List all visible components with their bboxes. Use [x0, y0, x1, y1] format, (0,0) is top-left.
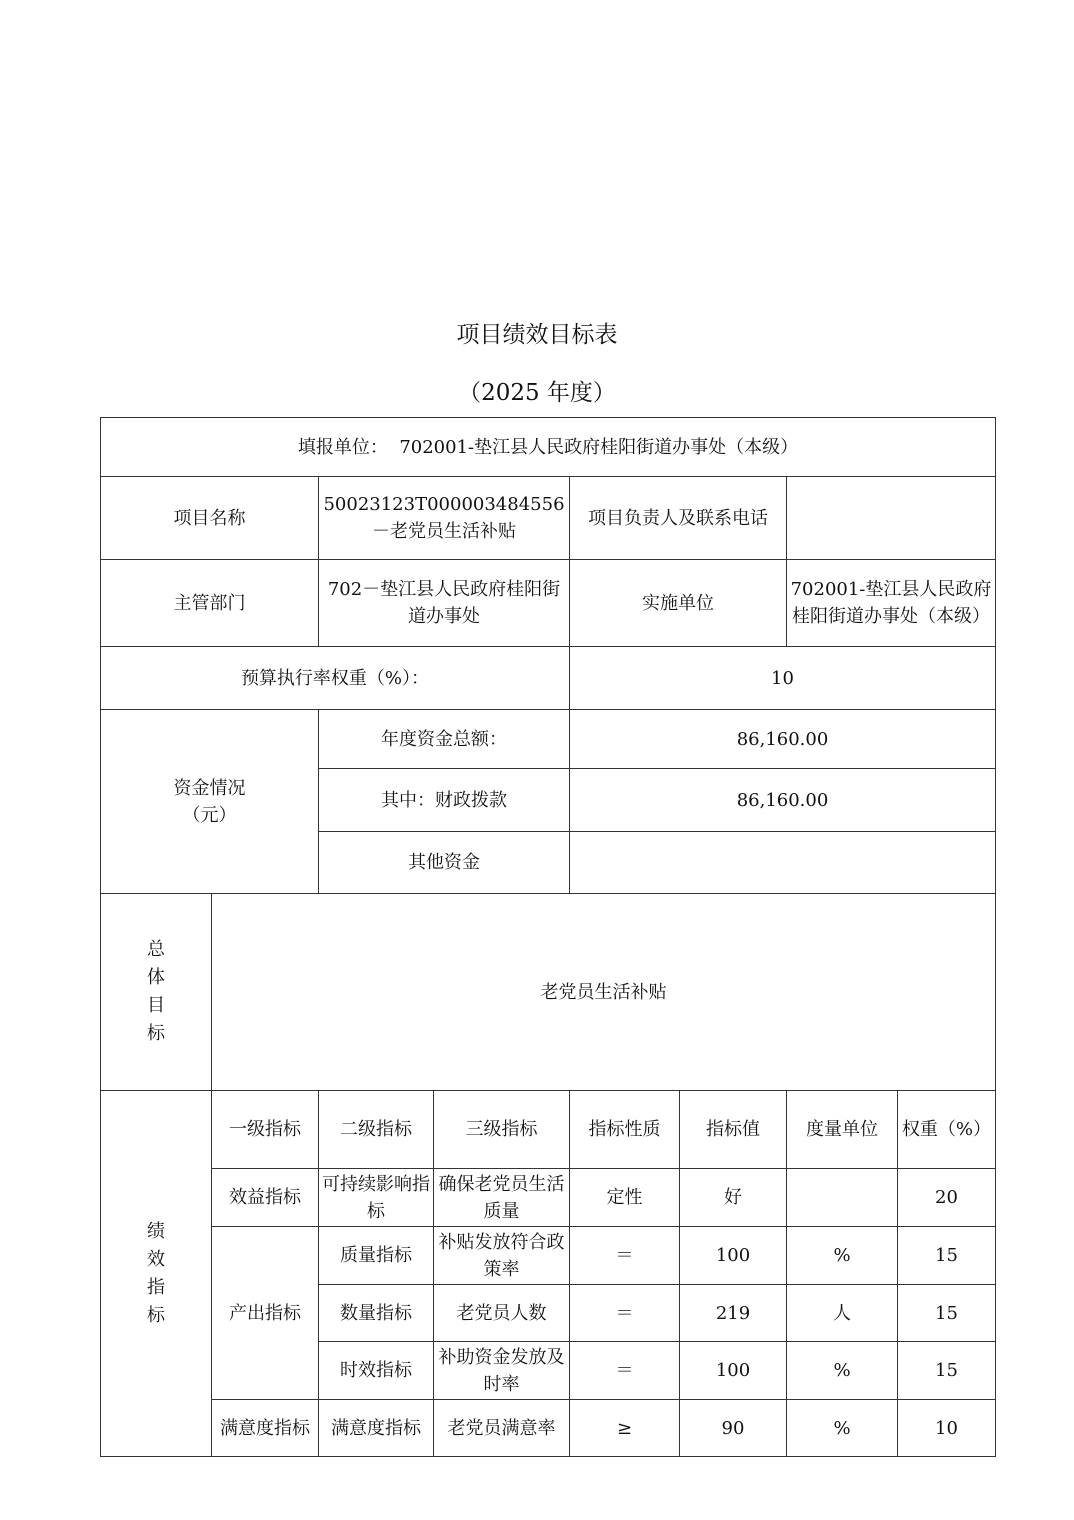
- row-l1: 产出指标: [212, 1227, 319, 1400]
- row-weight: 15: [898, 1285, 996, 1342]
- row-unit: %: [787, 1400, 898, 1457]
- indicators-label-text: 绩效指标: [146, 1220, 165, 1326]
- goal-label-text: 总体目标: [146, 939, 165, 1044]
- header-l2: 二级指标: [319, 1091, 434, 1169]
- row-l3: 老党员人数: [434, 1285, 570, 1342]
- row-nature: ≥: [570, 1400, 680, 1457]
- funds-other-value: [570, 832, 996, 894]
- funds-fiscal-value: 86,160.00: [570, 769, 996, 832]
- indicator-header-row: [101, 1091, 996, 1169]
- row-unit: %: [787, 1227, 898, 1285]
- row-l1: 效益指标: [212, 1169, 319, 1227]
- project-name-row: [101, 477, 996, 560]
- header-unit: 度量单位: [787, 1091, 898, 1169]
- row-nature: ＝: [570, 1285, 680, 1342]
- row-l3: 补贴发放符合政策率: [434, 1227, 570, 1285]
- row-nature: ＝: [570, 1227, 680, 1285]
- row-l3: 老党员满意率: [434, 1400, 570, 1457]
- goal-value: 老党员生活补贴: [212, 894, 996, 1091]
- row-l2: 数量指标: [319, 1285, 434, 1342]
- table-row: [101, 1169, 996, 1227]
- row-l3: 确保老党员生活质量: [434, 1169, 570, 1227]
- page-subtitle: （2025 年度）: [458, 380, 616, 406]
- budget-weight-label: 预算执行率权重（%）：: [101, 647, 570, 710]
- report-unit-cell: [101, 418, 996, 477]
- budget-weight-row: [101, 647, 996, 710]
- funds-other-label: 其他资金: [319, 832, 570, 894]
- header-nature: 指标性质: [570, 1091, 680, 1169]
- page-title: 项目绩效目标表: [456, 322, 618, 348]
- budget-weight-value: 10: [570, 647, 996, 710]
- performance-target-table: [100, 417, 996, 1457]
- row-weight: 15: [898, 1227, 996, 1285]
- goal-row: [101, 894, 996, 1091]
- row-value: 219: [680, 1285, 787, 1342]
- dept-label: 主管部门: [101, 560, 319, 647]
- funds-total-value: 86,160.00: [570, 710, 996, 769]
- table-row: [101, 1227, 996, 1285]
- row-value: 好: [680, 1169, 787, 1227]
- row-value: 100: [680, 1227, 787, 1285]
- project-name-value: 50023123T000003484556－老党员生活补贴: [319, 477, 570, 560]
- row-value: 100: [680, 1342, 787, 1400]
- indicators-label: [101, 1091, 212, 1457]
- row-l2: 质量指标: [319, 1227, 434, 1285]
- row-nature: ＝: [570, 1342, 680, 1400]
- project-name-label: 项目名称: [101, 477, 319, 560]
- row-l2: 时效指标: [319, 1342, 434, 1400]
- row-l1: 满意度指标: [212, 1400, 319, 1457]
- row-unit: %: [787, 1342, 898, 1400]
- funds-label-text: 资金情况（元）: [173, 777, 246, 826]
- row-l2: 可持续影响指标: [319, 1169, 434, 1227]
- header-value: 指标值: [680, 1091, 787, 1169]
- table-row: [101, 1400, 996, 1457]
- row-weight: 20: [898, 1169, 996, 1227]
- row-nature: 定性: [570, 1169, 680, 1227]
- funds-total-label: 年度资金总额：: [319, 710, 570, 769]
- project-contact-value: [787, 477, 996, 560]
- row-value: 90: [680, 1400, 787, 1457]
- goal-label: [101, 894, 212, 1091]
- row-unit: 人: [787, 1285, 898, 1342]
- funds-total-row: [101, 710, 996, 769]
- project-contact-label: 项目负责人及联系电话: [570, 477, 787, 560]
- impl-label: 实施单位: [570, 560, 787, 647]
- row-unit: [787, 1169, 898, 1227]
- header-weight: 权重（%）: [898, 1091, 996, 1169]
- header-l1: 一级指标: [212, 1091, 319, 1169]
- report-unit-label: 填报单位：: [297, 436, 388, 458]
- funds-label: [101, 710, 319, 894]
- row-l2: 满意度指标: [319, 1400, 434, 1457]
- header-l3: 三级指标: [434, 1091, 570, 1169]
- row-l3: 补助资金发放及时率: [434, 1342, 570, 1400]
- funds-fiscal-label: 其中：财政拨款: [319, 769, 570, 832]
- row-weight: 15: [898, 1342, 996, 1400]
- row-weight: 10: [898, 1400, 996, 1457]
- dept-value: 702－垫江县人民政府桂阳街道办事处: [319, 560, 570, 647]
- dept-row: [101, 560, 996, 647]
- report-unit-value: 702001-垫江县人民政府桂阳街道办事处（本级）: [399, 436, 799, 458]
- report-unit-row: [101, 418, 996, 477]
- impl-value: 702001-垫江县人民政府桂阳街道办事处（本级）: [787, 560, 996, 647]
